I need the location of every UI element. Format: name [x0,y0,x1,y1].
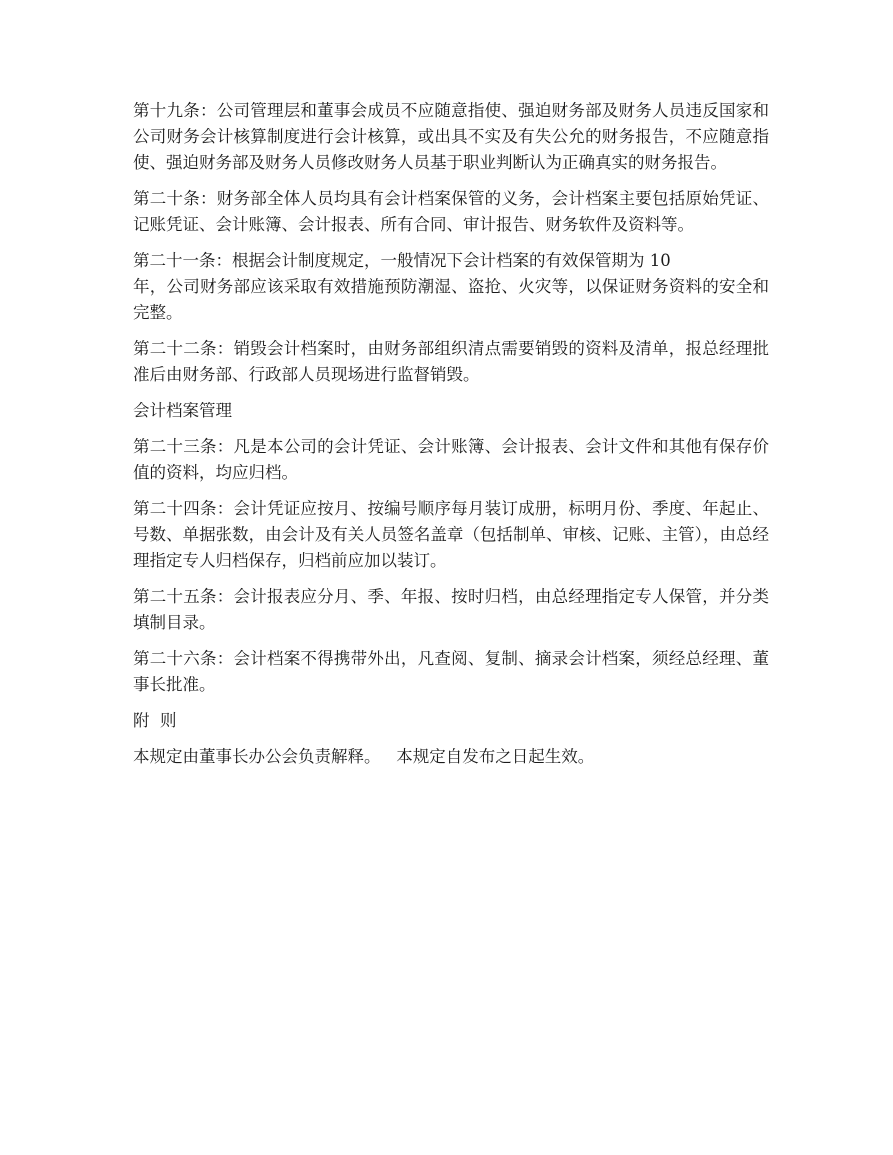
paragraph-article-23: 第二十三条：凡是本公司的会计凭证、会计账簿、会计报表、会计文件和其他有保存价值的资料，均应归档。 [133,437,769,482]
paragraph-article-19: 第十九条：公司管理层和董事会成员不应随意指使、强迫财务部及财务人员违反国家和公司财务会计核算制度进行会计核算，或出具不实及有失公允的财务报告，不应随意指使、强迫财务部及财务人员修改财务人员基于职业判断认为正确真实的财务报告。 [133,101,769,172]
section-heading-supplementary: 附 则 [133,711,177,730]
paragraph-article-22: 第二十二条：销毁会计档案时，由财务部组织清点需要销毁的资料及清单，报总经理批准后由财务部、行政部人员现场进行监督销毁。 [133,339,769,384]
paragraph-article-24: 第二十四条：会计凭证应按月、按编号顺序每月装订成册，标明月份、季度、年起止、号数、单据张数，由会计及有关人员签名盖章（包括制单、审核、记账、主管），由总经理指定专人归档保存，归档前应加以装订。 [133,499,769,570]
paragraph-article-21: 第二十一条：根据会计制度规定，一般情况下会计档案的有效保管期为 10 年，公司财务部应该采取有效措施预防潮湿、盗抢、火灾等，以保证财务资料的安全和完整。 [133,251,769,322]
paragraph-article-20: 第二十条：财务部全体人员均具有会计档案保管的义务，会计档案主要包括原始凭证、记账凭证、会计账簿、会计报表、所有合同、审计报告、财务软件及资料等。 [133,189,769,234]
paragraph-article-25: 第二十五条：会计报表应分月、季、年报、按时归档，由总经理指定专人保管，并分类填制目录。 [133,587,769,632]
section-heading-archive-management: 会计档案管理 [133,401,232,420]
paragraph-article-26: 第二十六条：会计档案不得携带外出，凡查阅、复制、摘录会计档案，须经总经理、董事长批准。 [133,649,769,694]
paragraph-closing: 本规定由董事长办公会负责解释。 本规定自发布之日起生效。 [133,747,595,766]
document-body [133,98,769,780]
